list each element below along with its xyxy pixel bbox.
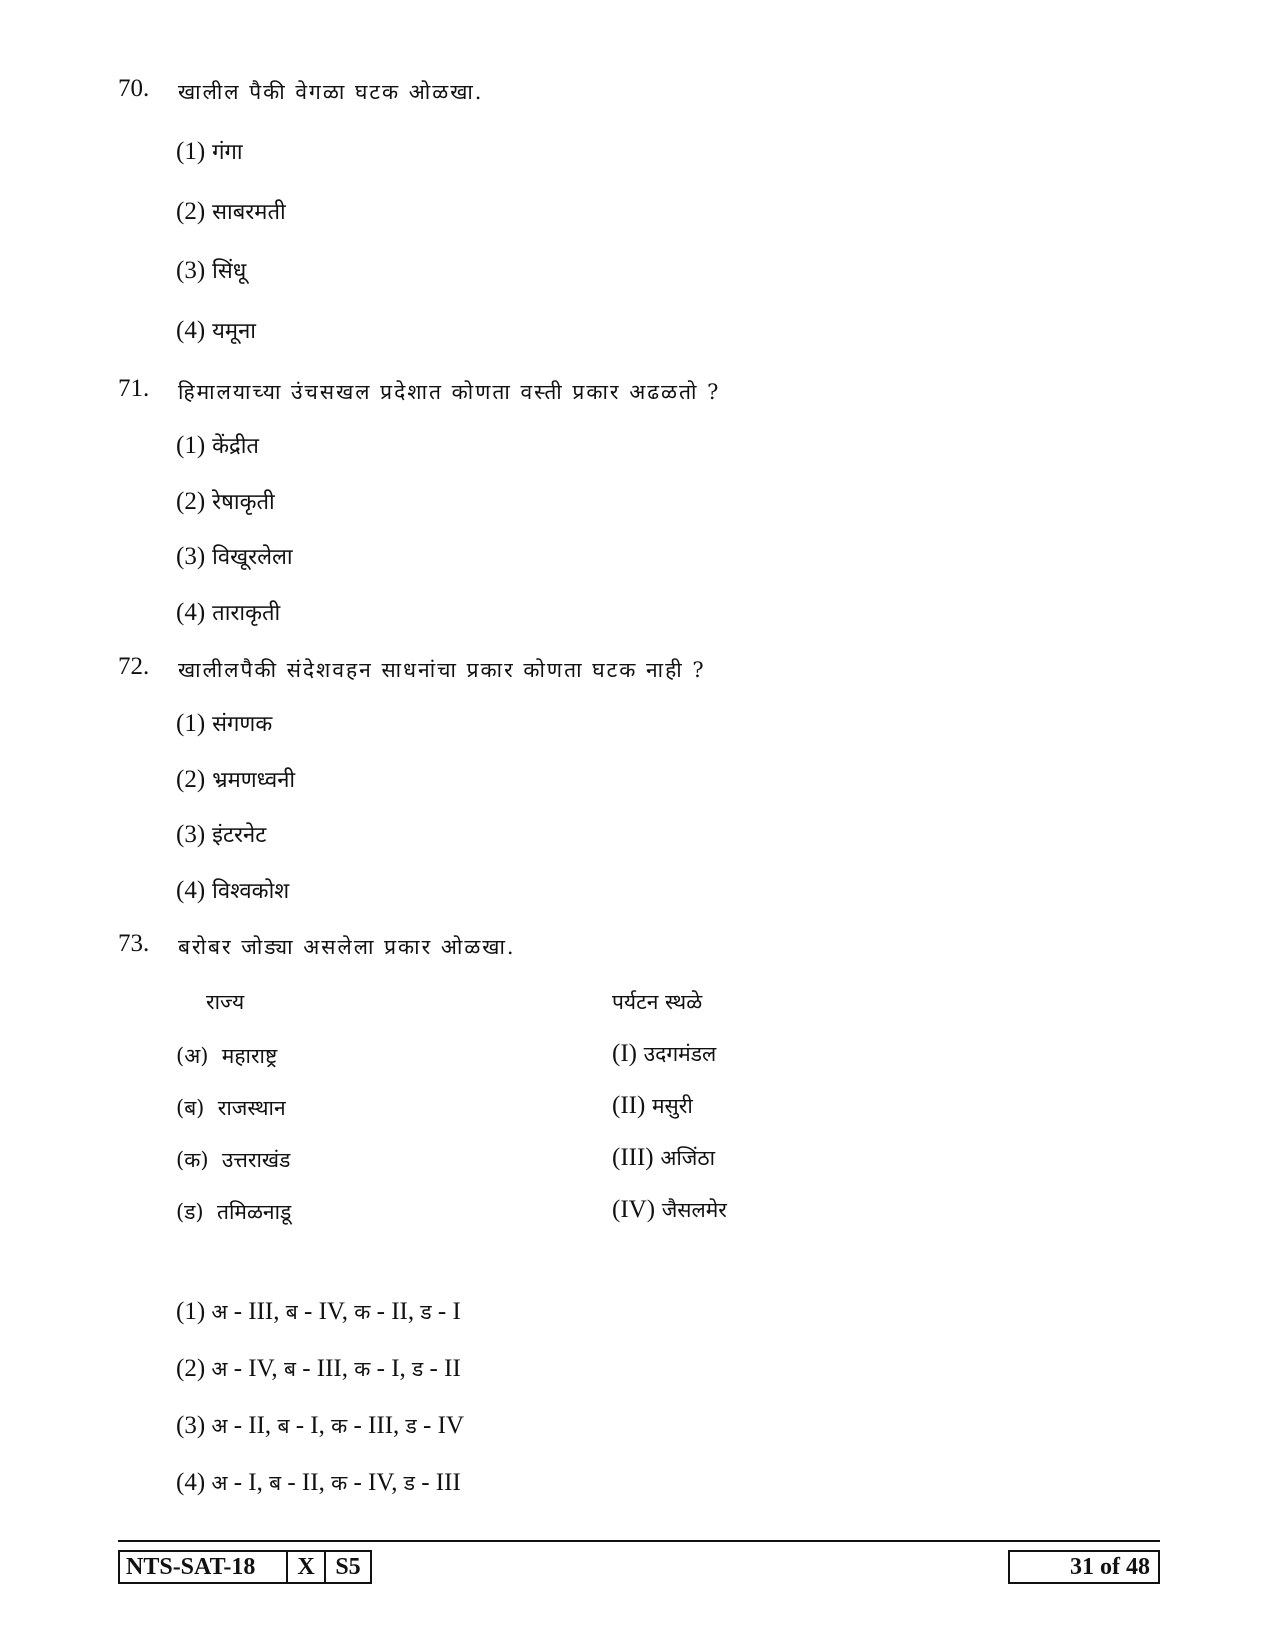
- right-item: [612, 1092, 693, 1120]
- option-text: गंगा: [212, 140, 243, 165]
- left-item-text: महाराष्ट्र: [221, 1044, 278, 1068]
- option[interactable]: [176, 315, 256, 345]
- left-item: [176, 1094, 286, 1122]
- option-number: (3): [176, 543, 206, 570]
- option-number: (1): [176, 1298, 212, 1325]
- question-number: 72.: [118, 653, 150, 680]
- column-header-state: राज्य: [206, 990, 245, 1014]
- left-item-label: (क): [176, 1148, 209, 1172]
- pair-numeral: - III,: [227, 1298, 286, 1325]
- left-item-text: उत्तराखंड: [221, 1148, 291, 1172]
- option-text: रेषाकृती: [212, 490, 275, 515]
- option-text: विश्वकोश: [212, 879, 290, 904]
- right-item-label: (I): [612, 1040, 637, 1067]
- option-number: (1): [176, 138, 206, 165]
- right-item-text: उदगमंडल: [643, 1042, 717, 1066]
- question-number: 71.: [118, 375, 150, 402]
- option[interactable]: [176, 486, 275, 516]
- right-item-label: (IV): [612, 1196, 656, 1223]
- question-text: बरोबर जोड्या असलेला प्रकार ओळखा.: [178, 935, 516, 959]
- pair-letter: अ: [211, 1414, 228, 1438]
- option[interactable]: [176, 541, 293, 571]
- page-number: 31 of 48: [1070, 1553, 1150, 1580]
- pair-letter: क: [354, 1300, 371, 1324]
- footer-class: X: [286, 1552, 324, 1582]
- question-text: हिमालयाच्या उंचसखल प्रदेशात कोणता वस्ती प्रकार अढळतो ?: [178, 380, 721, 404]
- pair-numeral: - III: [414, 1469, 461, 1496]
- left-item: [176, 1042, 277, 1070]
- option-text: केंद्रीत: [212, 434, 259, 459]
- right-item-label: (III): [612, 1144, 654, 1171]
- option-number: (2): [176, 766, 206, 793]
- match-option[interactable]: [176, 1355, 461, 1383]
- pair-numeral: - II,: [370, 1298, 421, 1325]
- pair-letter: ब: [277, 1414, 290, 1438]
- pair-numeral: - I,: [289, 1412, 332, 1439]
- option-text: ताराकृती: [212, 601, 281, 626]
- option[interactable]: [176, 430, 259, 460]
- pair-numeral: - III,: [295, 1355, 355, 1382]
- left-item: [176, 1198, 291, 1226]
- pair-numeral: - IV,: [227, 1355, 284, 1382]
- option-number: (3): [176, 257, 206, 284]
- option[interactable]: [176, 196, 286, 226]
- right-item: [612, 1144, 715, 1172]
- pair-letter: ड: [403, 1471, 415, 1495]
- option-number: (2): [176, 488, 206, 515]
- pair-numeral: - I,: [370, 1355, 413, 1382]
- pair-numeral: - IV,: [297, 1298, 355, 1325]
- option[interactable]: [176, 764, 295, 794]
- footer-divider: [118, 1540, 1160, 1542]
- left-item-label: (अ): [176, 1044, 209, 1068]
- right-item-text: जैसलमेर: [661, 1198, 727, 1222]
- pair-letter: क: [331, 1414, 348, 1438]
- pair-letter: ड: [405, 1414, 417, 1438]
- left-item: [176, 1146, 290, 1174]
- pair-numeral: - II: [423, 1355, 461, 1382]
- match-option[interactable]: [176, 1298, 461, 1326]
- option[interactable]: [176, 875, 289, 905]
- footer-code-box: [118, 1550, 372, 1584]
- pair-numeral: - I: [431, 1298, 461, 1325]
- pair-letter: ब: [285, 1300, 298, 1324]
- right-item-label: (II): [612, 1092, 646, 1119]
- option-text: विखूरलेला: [212, 545, 293, 570]
- left-item-text: राजस्थान: [217, 1096, 286, 1120]
- right-item: [612, 1196, 727, 1224]
- option[interactable]: [176, 136, 243, 166]
- option[interactable]: [176, 708, 272, 738]
- pair-numeral: - II,: [227, 1412, 278, 1439]
- left-item-label: (ड): [176, 1200, 204, 1224]
- pair-letter: क: [331, 1471, 348, 1495]
- match-option[interactable]: [176, 1469, 461, 1497]
- match-option[interactable]: [176, 1412, 464, 1440]
- pair-numeral: - IV: [416, 1412, 465, 1439]
- option-number: (3): [176, 1412, 212, 1439]
- right-item-text: मसुरी: [652, 1094, 693, 1118]
- footer-series: S5: [324, 1552, 370, 1582]
- left-item-label: (ब): [176, 1096, 205, 1120]
- right-item-text: अजिंठा: [660, 1146, 716, 1170]
- pair-letter: ड: [420, 1300, 432, 1324]
- option[interactable]: [176, 255, 246, 285]
- pair-letter: अ: [211, 1357, 228, 1381]
- pair-letter: अ: [211, 1471, 228, 1495]
- question-number: 70.: [118, 75, 150, 102]
- pair-letter: ब: [283, 1357, 296, 1381]
- option-number: (4): [176, 1469, 212, 1496]
- option-text: यमूना: [212, 319, 256, 344]
- option-number: (4): [176, 877, 206, 904]
- pair-letter: ड: [412, 1357, 424, 1381]
- footer-code: NTS-SAT-18: [126, 1553, 256, 1580]
- option[interactable]: [176, 597, 280, 627]
- option-number: (2): [176, 1355, 212, 1382]
- question-text: खालीलपैकी संदेशवहन साधनांचा प्रकार कोणता घटक नाही ?: [178, 658, 706, 682]
- left-item-text: तमिळनाडू: [216, 1200, 292, 1224]
- pair-numeral: - III,: [347, 1412, 406, 1439]
- option-number: (1): [176, 432, 206, 459]
- option-text: संगणक: [212, 712, 273, 737]
- pair-letter: अ: [211, 1300, 228, 1324]
- question-text: खालील पैकी वेगळा घटक ओळखा.: [178, 80, 484, 104]
- footer-page-box: [1008, 1550, 1160, 1584]
- option-text: इंटरनेट: [212, 823, 267, 848]
- option-text: साबरमती: [212, 200, 286, 225]
- option-text: भ्रमणध्वनी: [212, 768, 296, 793]
- option-text: सिंधू: [212, 259, 247, 284]
- column-header-tourist-places: पर्यटन स्थळे: [612, 990, 703, 1014]
- option-number: (4): [176, 599, 206, 626]
- right-item: [612, 1040, 716, 1068]
- pair-numeral: - IV,: [347, 1469, 404, 1496]
- option[interactable]: [176, 819, 266, 849]
- pair-letter: ब: [269, 1471, 282, 1495]
- pair-numeral: - I,: [227, 1469, 270, 1496]
- pair-letter: क: [354, 1357, 371, 1381]
- option-number: (4): [176, 317, 206, 344]
- option-number: (1): [176, 710, 206, 737]
- question-number: 73.: [118, 930, 150, 957]
- pair-numeral: - II,: [281, 1469, 332, 1496]
- option-number: (2): [176, 198, 206, 225]
- option-number: (3): [176, 821, 206, 848]
